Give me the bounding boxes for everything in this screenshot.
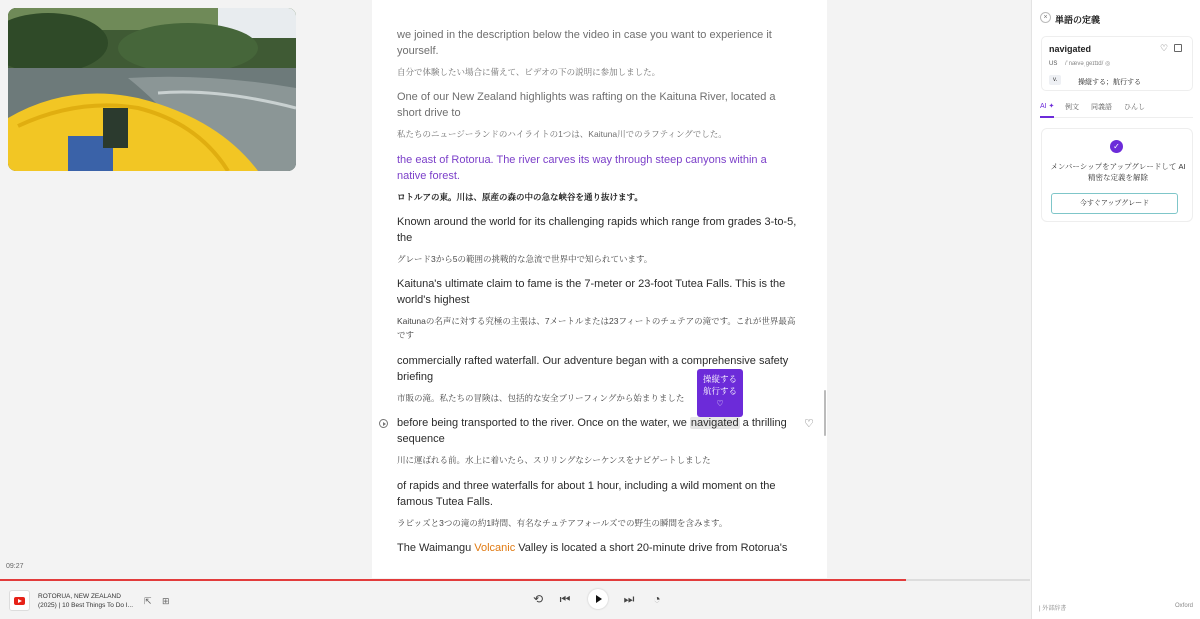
- external-dictionary-link[interactable]: | 外部辞書: [1039, 606, 1067, 612]
- video-title[interactable]: [38, 592, 138, 610]
- segment-english: of rapids and three waterfalls for about 1 hour, including a wild moment on the famous Tutea Falls.: [397, 480, 776, 508]
- pronunciation[interactable]: [1049, 60, 1110, 67]
- segment-english: [397, 540, 797, 556]
- tab-synonyms[interactable]: 同義語: [1091, 104, 1112, 111]
- word-translation-tooltip[interactable]: [697, 369, 743, 417]
- segment-japanese: Kaitunaの名声に対する究極の主張は、7メートルまたは23フィートのチュテアの滝です。これが世界最高です: [397, 316, 796, 340]
- word-card: [1041, 36, 1193, 91]
- part-of-speech-badge: v.: [1049, 75, 1061, 85]
- video-frame: [8, 8, 296, 171]
- segment-japanese: グレード3から5の範囲の挑戦的な急流で世界中で知られています。: [397, 254, 653, 264]
- segment-text: Valley is located a short 20-minute drive from Rotorua's: [515, 542, 788, 554]
- heart-icon[interactable]: ♡: [804, 418, 814, 430]
- segment-japanese: 市販の滝。私たちの冒険は、包括的な安全ブリーフィングから始まりました: [397, 393, 685, 403]
- panel-title: 単語の定義: [1055, 15, 1101, 25]
- segment-text: The Waimangu: [397, 542, 475, 554]
- copy-icon[interactable]: [1174, 44, 1182, 52]
- tooltip-meaning: 航行する: [702, 386, 737, 396]
- highlighted-word[interactable]: Volcanic: [474, 542, 516, 554]
- tooltip-meaning: 操縦する: [702, 374, 737, 384]
- word-meaning: 操縦する；航行する: [1078, 79, 1141, 86]
- defined-word: navigated: [1049, 44, 1092, 54]
- tab-ai[interactable]: AI ✦: [1040, 102, 1054, 118]
- video-timestamp: 09:27: [6, 563, 24, 570]
- segment-english: Kaituna's ultimate claim to fame is the 7-meter or 23-foot Tutea Falls. This is the world's highest: [397, 278, 786, 306]
- youtube-icon: [9, 590, 30, 611]
- previous-icon[interactable]: ⏮: [559, 592, 571, 606]
- segment-text: a thrilling sequence: [397, 417, 787, 445]
- loop-icon[interactable]: ⟲: [532, 592, 544, 606]
- upgrade-card: [1041, 128, 1193, 222]
- player-bar: [0, 581, 1030, 619]
- transcript-segment[interactable]: [397, 415, 797, 467]
- transcript-segment[interactable]: [397, 540, 797, 556]
- transcript-segment[interactable]: [397, 27, 797, 79]
- external-link-icon[interactable]: ⇱: [144, 596, 152, 606]
- segment-japanese: 私たちのニュージーランドのハイライトの1つは、Kaituna川でのラフティングでした。: [397, 129, 727, 139]
- video-player[interactable]: [8, 8, 296, 171]
- video-title-line: (2025) | 10 Best Things To Do I...: [38, 602, 134, 609]
- upgrade-button[interactable]: 今すぐアップグレード: [1051, 193, 1178, 214]
- segment-english: commercially rafted waterfall. Our adventure began with a comprehensive safety briefing: [397, 355, 789, 383]
- segment-english: Known around the world for its challenging rapids which range from grades 3-to-5, the: [397, 216, 797, 244]
- segment-japanese: ラピッズと3つの滝の約1時間、有名なチュテアフォールズでの野生の瞬間を含みます。: [397, 518, 728, 528]
- transcript-segment[interactable]: [397, 89, 797, 141]
- play-segment-icon[interactable]: [379, 419, 388, 428]
- word-definition-panel: [1031, 0, 1200, 619]
- pronunciation-ipa: /ˈnævəˌɡeɪtɪd/ ◎: [1065, 61, 1111, 67]
- segment-english: the east of Rotorua. The river carves its way through steep canyons within a native forest.: [397, 154, 767, 182]
- heart-icon[interactable]: ♡: [716, 399, 724, 408]
- dictionary-source: Oxford: [1175, 603, 1194, 609]
- video-title-line: ROTORUA, NEW ZEALAND: [38, 593, 121, 600]
- segment-japanese: 自分で体験したい場合に備えて、ビデオの下の説明に参加しました。: [397, 67, 661, 77]
- next-icon[interactable]: ⏭: [623, 592, 635, 606]
- segment-japanese: ロトルアの東。川は、原産の森の中の急な峡谷を通り抜けます。: [397, 192, 643, 202]
- segment-japanese: 川に運ばれる前。水上に着いたら、スリリングなシーケンスをナビゲートしました: [397, 455, 711, 465]
- upgrade-message: メンバーシップをアップグレードして AI 精密な定義を解除: [1050, 162, 1186, 182]
- segment-english: [397, 415, 797, 447]
- transcript-segment[interactable]: [397, 214, 797, 266]
- segment-text: before being transported to the river. Once on the water, we: [397, 417, 690, 429]
- selected-word[interactable]: navigated: [690, 417, 739, 429]
- play-button[interactable]: [588, 589, 608, 609]
- tab-part-of-speech[interactable]: ひんし: [1124, 104, 1145, 111]
- segment-english: we joined in the description below the video in case you want to experience it yourself.: [397, 29, 772, 57]
- verified-badge-icon: ✓: [1110, 140, 1123, 153]
- transcript-segment-active[interactable]: [397, 152, 797, 204]
- transcript-segment[interactable]: [397, 478, 797, 530]
- heart-icon[interactable]: ♡: [1160, 43, 1169, 53]
- segment-english: One of our New Zealand highlights was rafting on the Kaituna River, located a short drive to: [397, 91, 776, 119]
- tab-examples[interactable]: 例文: [1065, 104, 1079, 111]
- pronunciation-region: US: [1049, 61, 1058, 67]
- playlist-icon[interactable]: ⊞: [162, 596, 170, 606]
- definition-tabs: [1040, 102, 1193, 118]
- speed-icon[interactable]: ◔: [653, 592, 661, 606]
- transcript-segment[interactable]: [397, 276, 797, 342]
- close-icon[interactable]: ×: [1040, 12, 1051, 23]
- transcript-scrollbar[interactable]: [824, 390, 826, 436]
- transcript-panel: [372, 0, 827, 578]
